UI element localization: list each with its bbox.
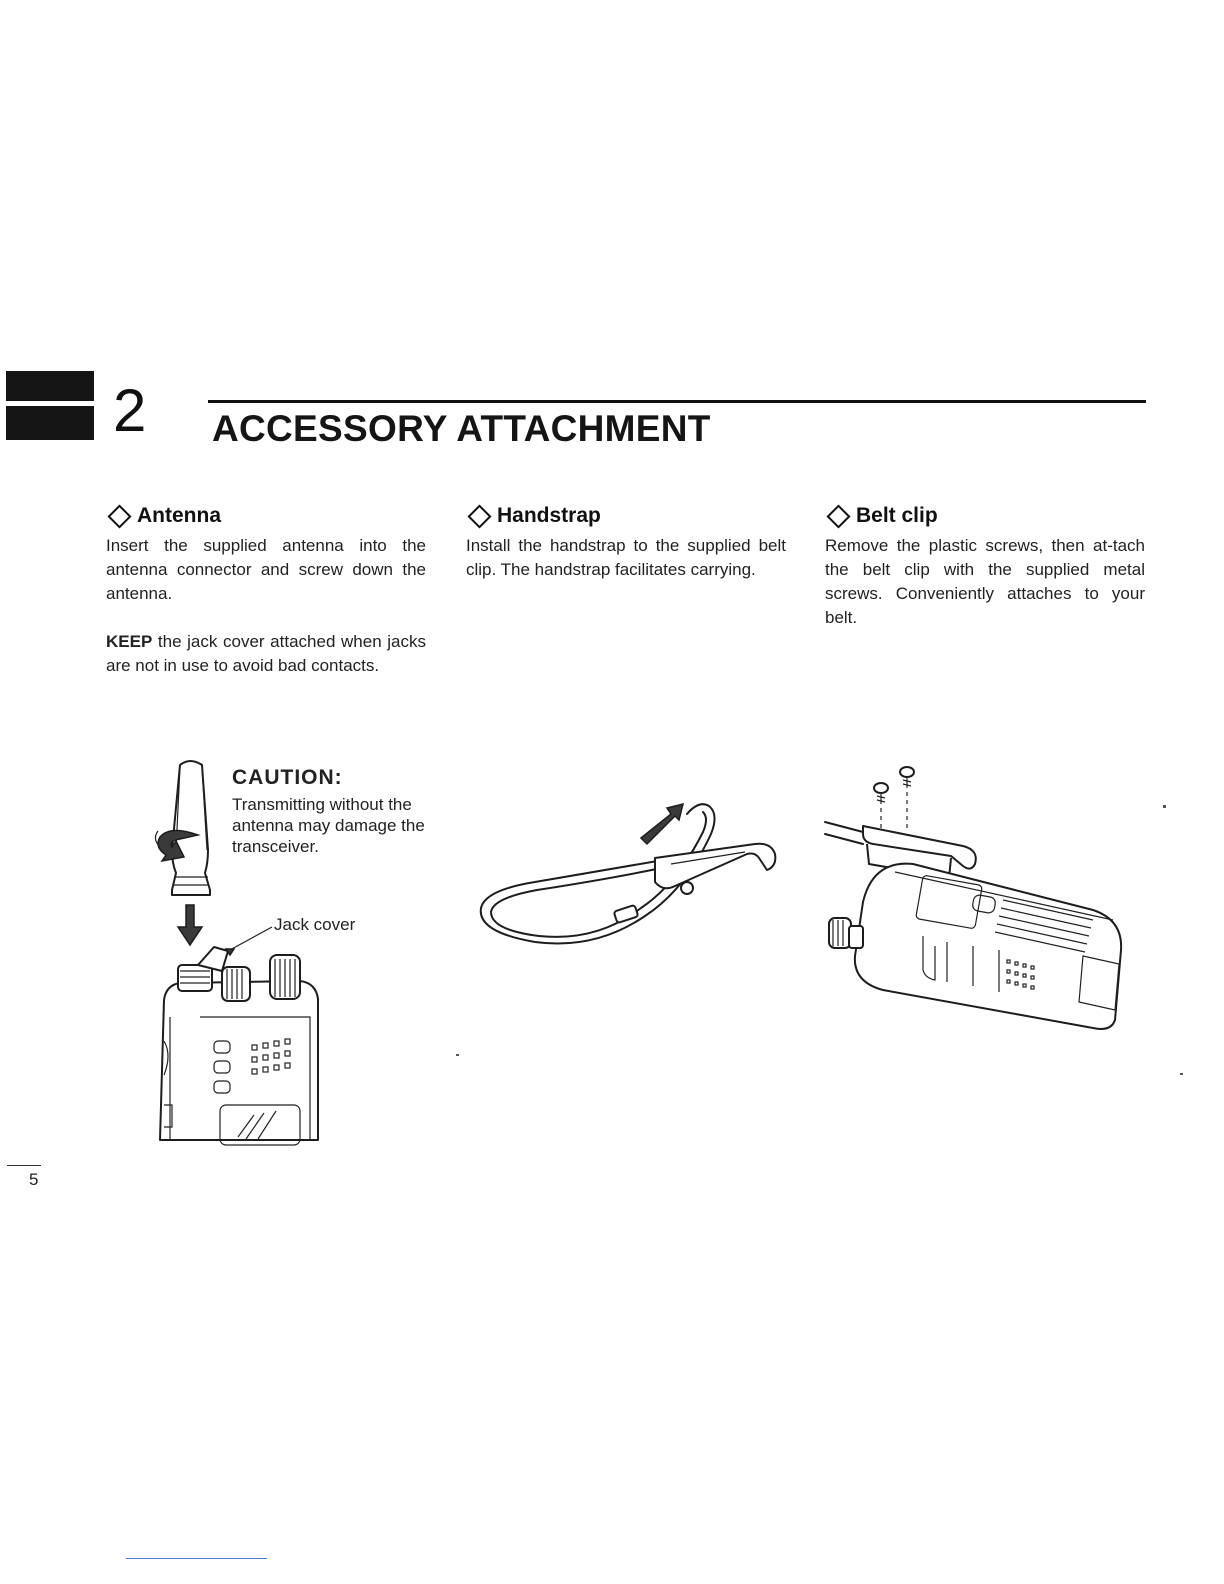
belt-clip-illustration — [823, 760, 1133, 1030]
page-number: 5 — [29, 1170, 39, 1189]
section-antenna — [106, 502, 426, 678]
jack-cover-note — [106, 630, 426, 678]
section-title-antenna: Antenna — [137, 504, 221, 527]
caution-box — [232, 766, 432, 857]
handstrap-instructions: Install the handstrap to the supplied belt clip. The handstrap facilitates carrying. — [466, 536, 786, 579]
scan-speck — [1163, 805, 1166, 808]
screw-icon — [900, 767, 914, 788]
page-number-rule — [7, 1165, 41, 1166]
scan-speck — [1180, 1073, 1183, 1075]
header-rule — [208, 400, 1146, 403]
antenna-instructions: Insert the supplied antenna into the antenna connector and screw down the antenna. — [106, 536, 426, 603]
section-belt-clip — [825, 502, 1145, 630]
caution-title: CAUTION: — [232, 766, 343, 789]
section-heading-antenna — [106, 502, 426, 530]
jack-cover-note-text: the jack cover attached when jacks are not in use to avoid bad contacts. — [106, 632, 426, 675]
chapter-tab-block-top — [6, 371, 94, 401]
jack-cover-label: Jack cover — [274, 915, 356, 934]
chapter-tab-block-bottom — [6, 406, 94, 440]
section-title-handstrap: Handstrap — [497, 504, 601, 527]
screw-icon — [874, 783, 888, 804]
section-title-belt-clip: Belt clip — [856, 504, 938, 527]
caution-text: Transmitting without the antenna may damage the transceiver. — [232, 795, 425, 856]
section-handstrap — [466, 502, 786, 582]
chapter-number: 2 — [113, 377, 147, 444]
footer-line — [126, 1558, 267, 1559]
diamond-bullet-icon — [467, 504, 491, 528]
section-heading-belt-clip — [825, 502, 1145, 530]
scan-speck — [456, 1054, 459, 1056]
diamond-bullet-icon — [826, 504, 850, 528]
belt-clip-instructions: Remove the plastic screws, then at-tach the belt clip with the supplied metal screws. Conveniently attaches to your belt. — [825, 536, 1145, 627]
handstrap-illustration — [475, 798, 795, 968]
chapter-title: ACCESSORY ATTACHMENT — [212, 408, 711, 449]
diamond-bullet-icon — [107, 504, 131, 528]
section-heading-handstrap — [466, 502, 786, 530]
keep-keyword: KEEP — [106, 632, 153, 651]
